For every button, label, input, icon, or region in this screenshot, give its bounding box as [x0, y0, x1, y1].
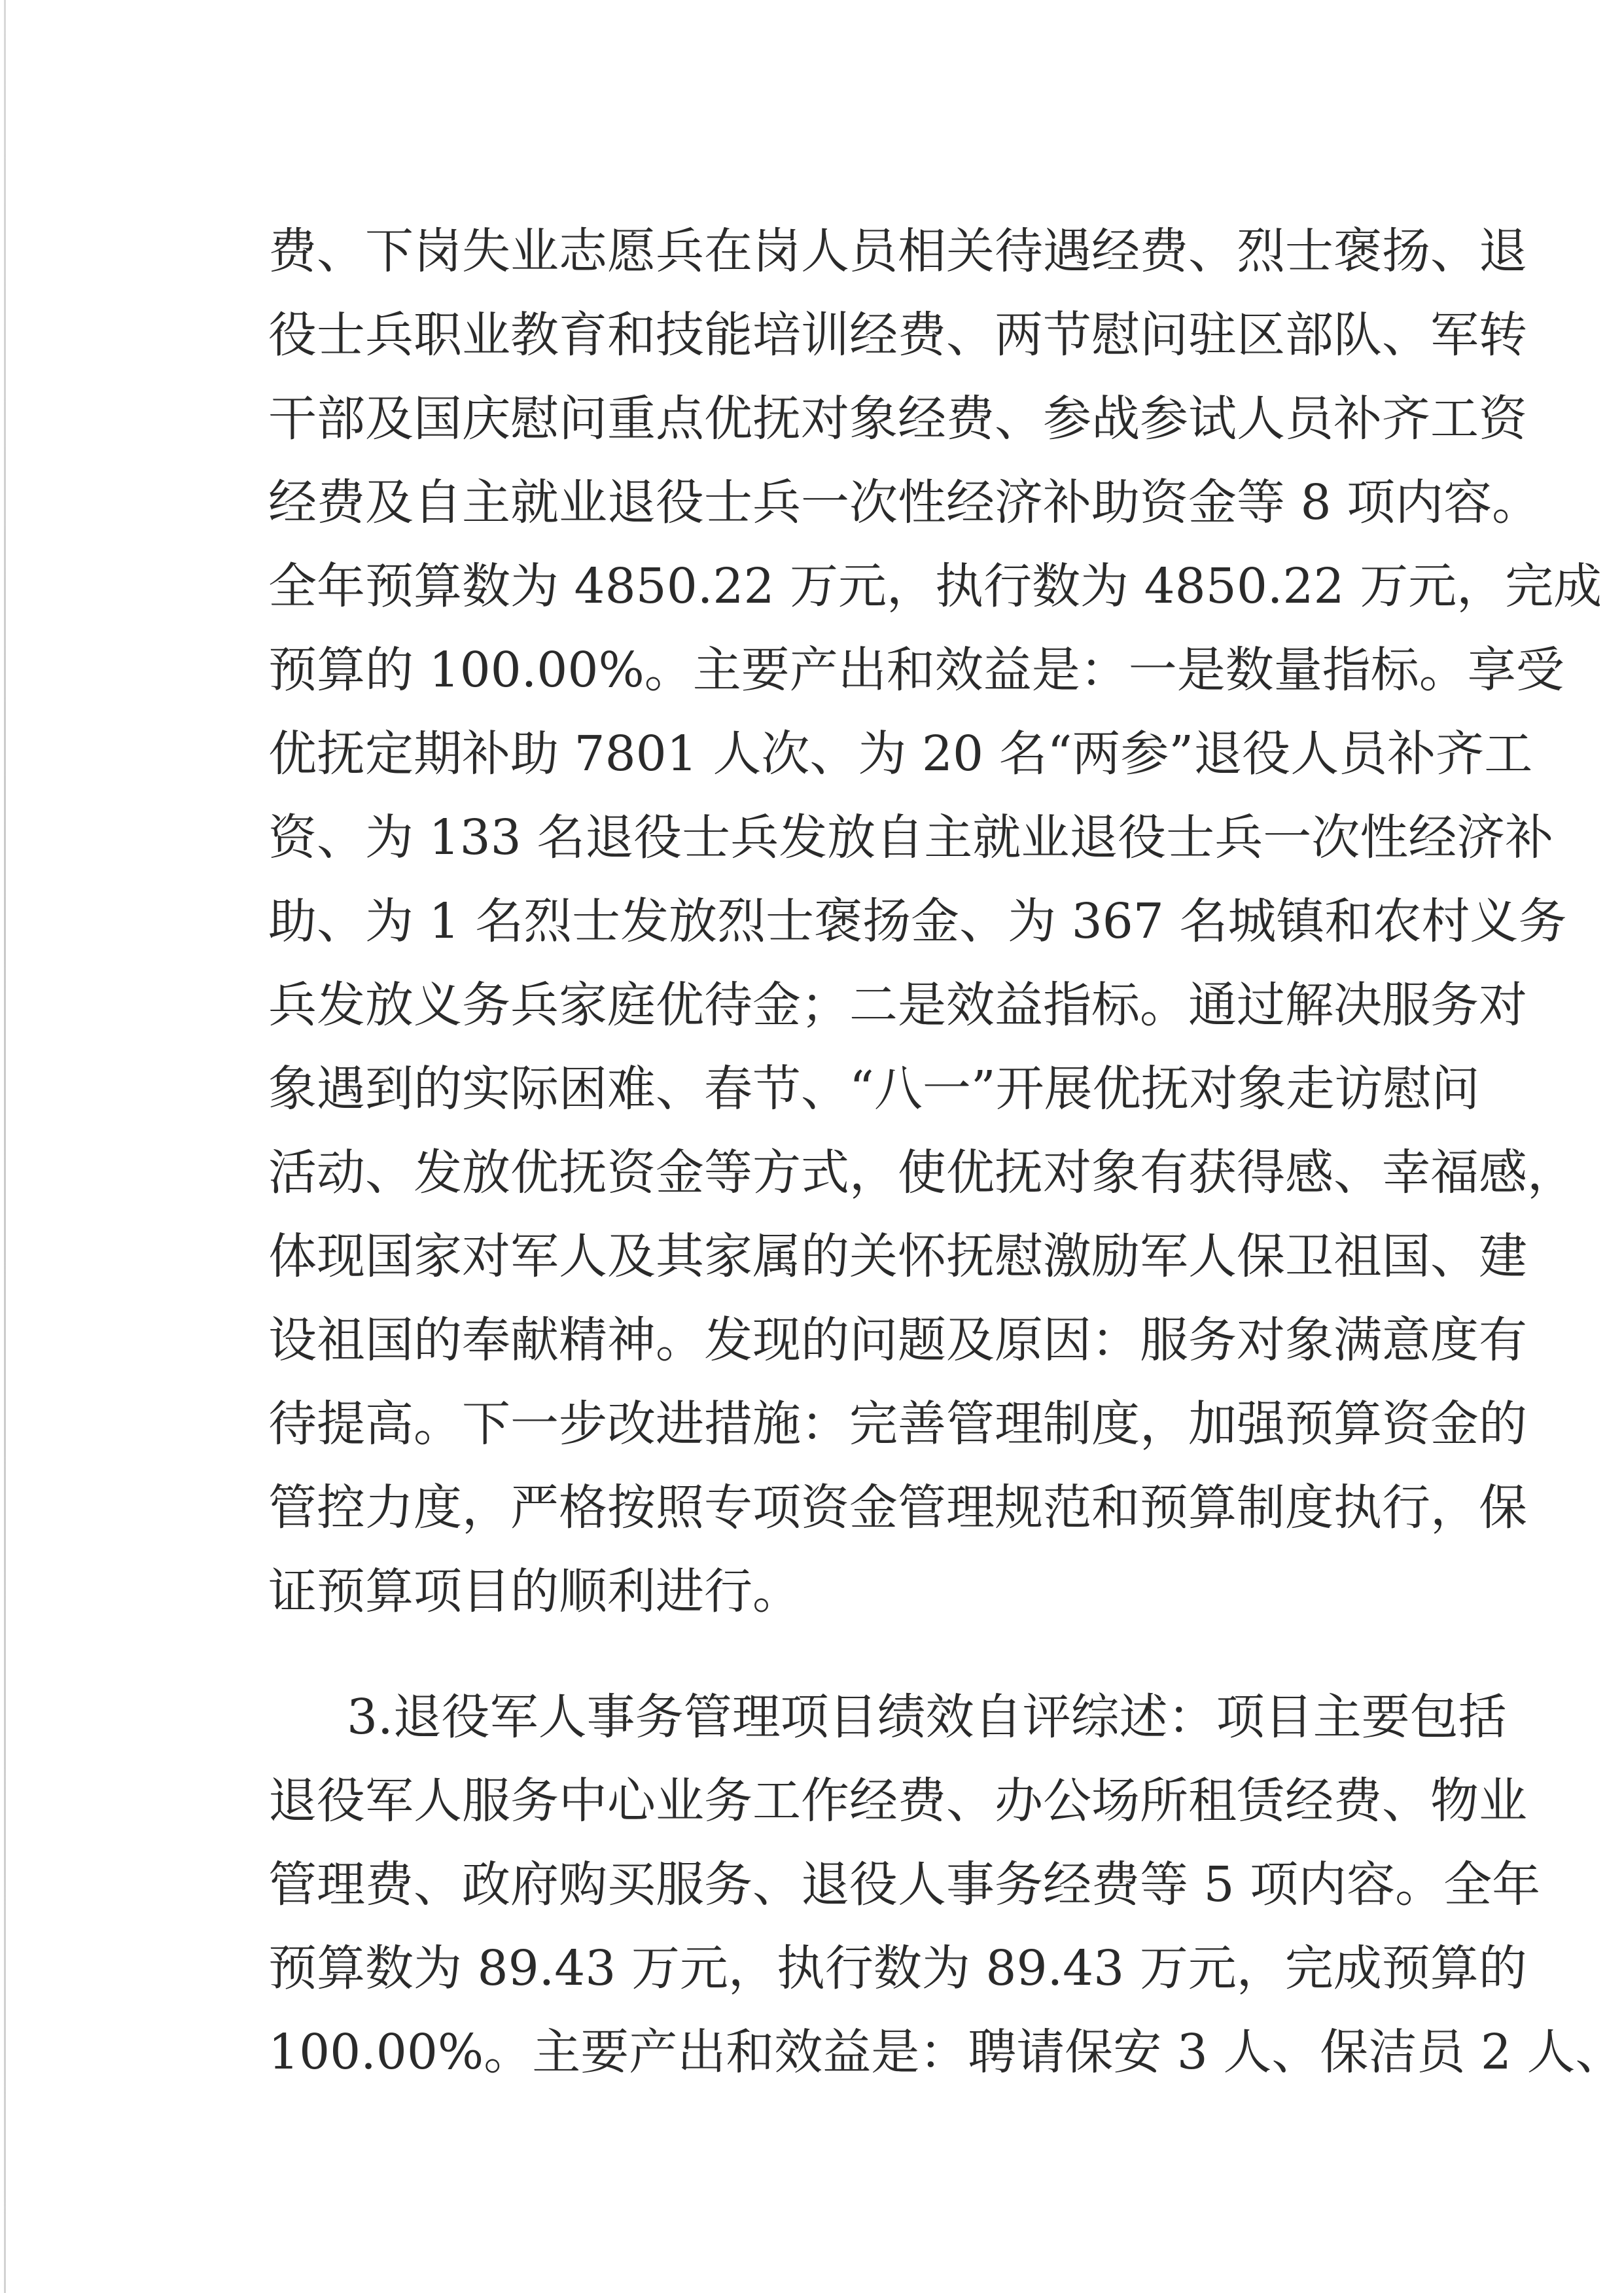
- paragraph-1-line-3: 干部及国庆慰问重点优抚对象经费、参战参试人员补齐工资: [268, 391, 1527, 447]
- paragraph-1-line-14: 设祖国的奉献精神。发现的问题及原因：服务对象满意度有: [268, 1312, 1527, 1368]
- paragraph-1-line-9: 助、为 1 名烈士发放烈士褒扬金、为 367 名城镇和农村义务: [268, 893, 1567, 950]
- paragraph-2-line-2: 退役军人服务中心业务工作经费、办公场所租赁经费、物业: [268, 1773, 1527, 1829]
- paragraph-2-line-5: 100.00%。主要产出和效益是：聘请保安 3 人、保洁员 2 人、: [268, 2024, 1624, 2080]
- paragraph-2-line-3: 管理费、政府购买服务、退役人事务经费等 5 项内容。全年: [268, 1857, 1541, 1913]
- paragraph-1-line-8: 资、为 133 名退役士兵发放自主就业退役士兵一次性经济补: [268, 809, 1554, 866]
- paragraph-2-line-4: 预算数为 89.43 万元，执行数为 89.43 万元，完成预算的: [268, 1940, 1527, 1997]
- paragraph-1-line-5: 全年预算数为 4850.22 万元，执行数为 4850.22 万元，完成: [268, 558, 1602, 614]
- paragraph-1-line-16: 管控力度，严格按照专项资金管理规范和预算制度执行，保: [268, 1480, 1527, 1536]
- paragraph-1-line-7: 优抚定期补助 7801 人次、为 20 名“两参”退役人员补齐工: [268, 726, 1533, 782]
- paragraph-1-line-17: 证预算项目的顺利进行。: [268, 1563, 801, 1620]
- paragraph-1-line-12: 活动、发放优抚资金等方式，使优抚对象有获得感、幸福感，: [268, 1145, 1576, 1201]
- paragraph-1-line-2: 役士兵职业教育和技能培训经费、两节慰问驻区部队、军转: [268, 307, 1527, 363]
- paragraph-1-line-15: 待提高。下一步改进措施：完善管理制度，加强预算资金的: [268, 1396, 1527, 1452]
- paragraph-2-line-1: 3.退役军人事务管理项目绩效自评综述：项目主要包括: [347, 1689, 1507, 1745]
- paragraph-1-line-4: 经费及自主就业退役士兵一次性经济补助资金等 8 项内容。: [268, 474, 1541, 531]
- paragraph-1-line-11: 象遇到的实际困难、春节、“八一”开展优抚对象走访慰问: [268, 1061, 1480, 1117]
- paragraph-1-line-13: 体现国家对军人及其家属的关怀抚慰激励军人保卫祖国、建: [268, 1228, 1527, 1285]
- paragraph-1-line-10: 兵发放义务兵家庭优待金；二是效益指标。通过解决服务对: [268, 977, 1527, 1033]
- paragraph-1-line-1: 费、下岗失业志愿兵在岗人员相关待遇经费、烈士褒扬、退: [268, 223, 1527, 279]
- paragraph-1-line-6: 预算的 100.00%。主要产出和效益是：一是数量指标。享受: [268, 642, 1564, 698]
